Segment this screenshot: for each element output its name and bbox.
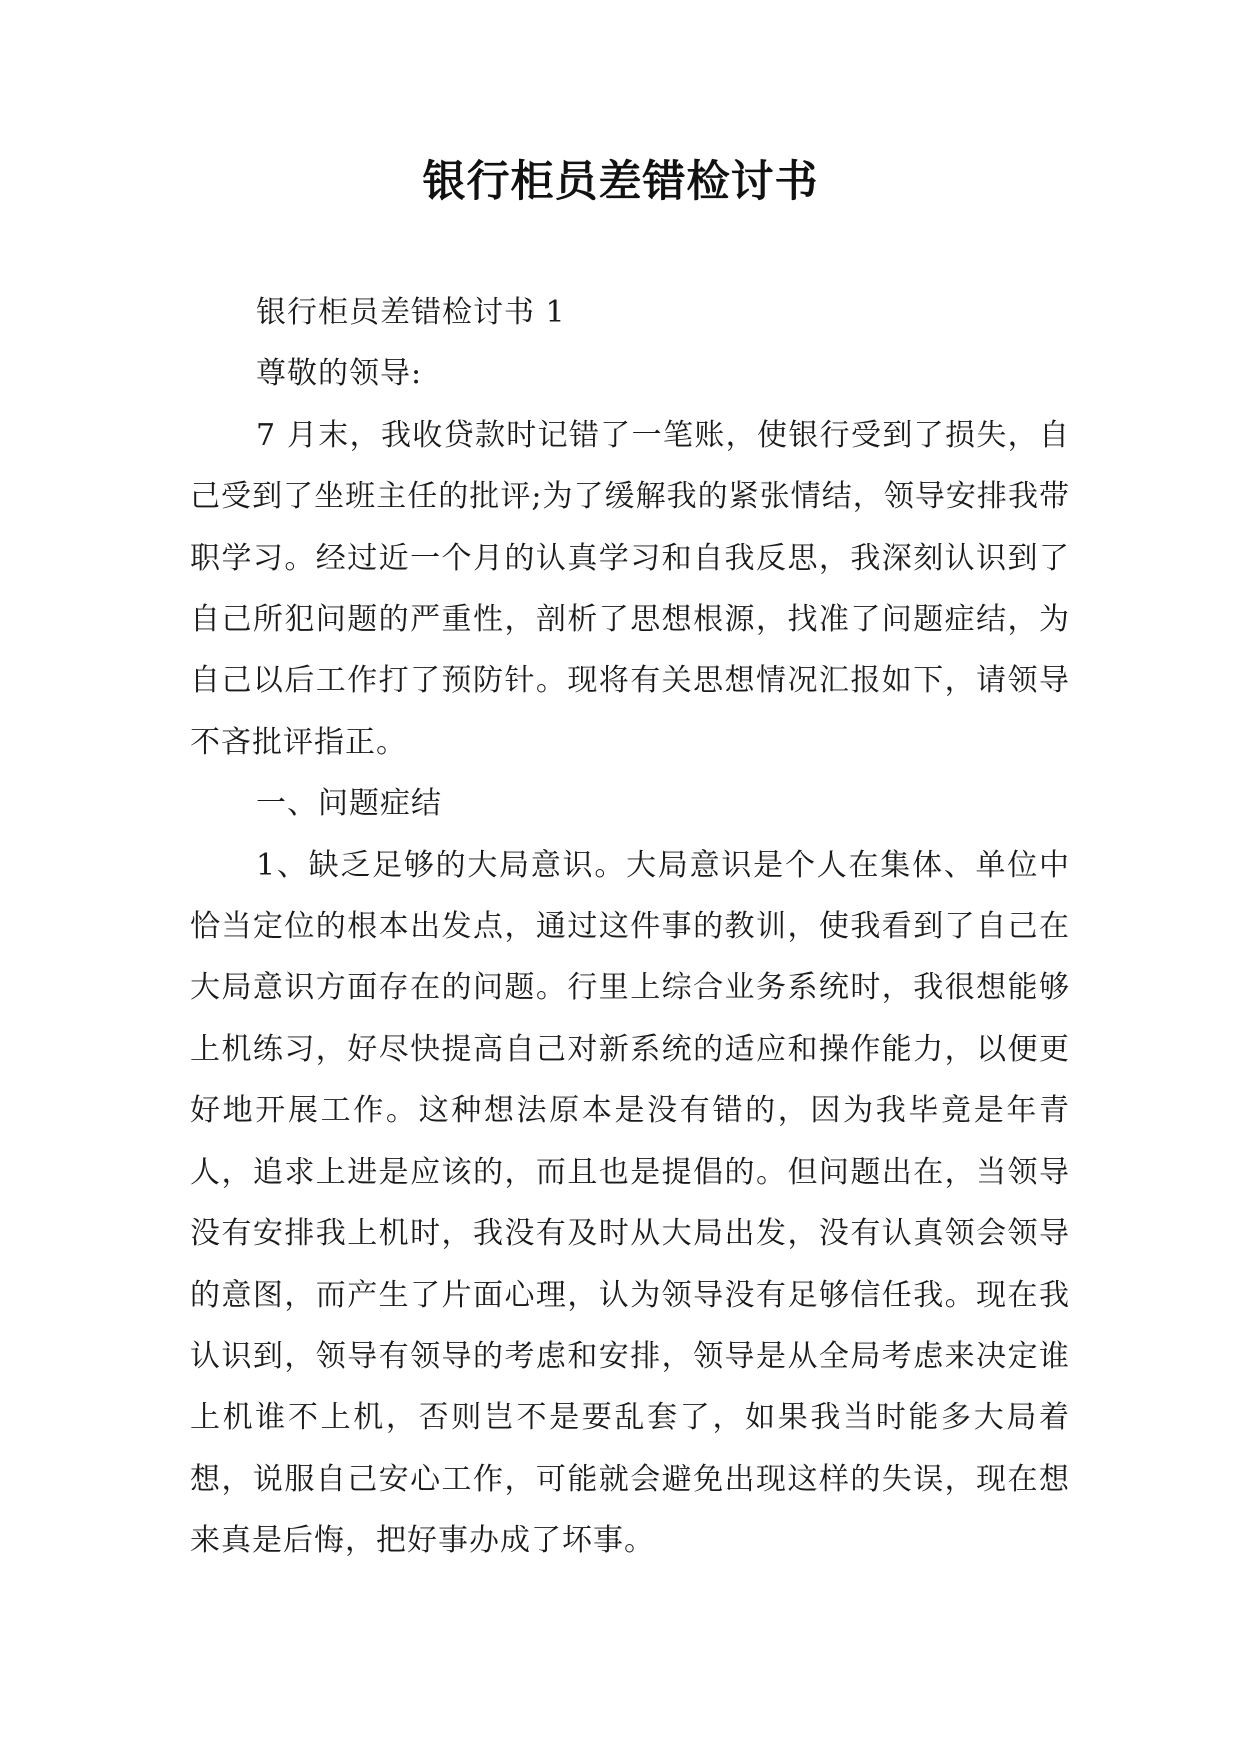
document-body (190, 282, 1070, 1572)
subsection-heading: 一、问题症结 (256, 786, 442, 822)
section-heading: 银行柜员差错检讨书 1 (256, 295, 566, 330)
body-paragraph: 7 月末，我收贷款时记错了一笔账，使银行受到了损失，自己受到了坐班主任的批评;为了缓解我的紧张情结，领导安排我带职学习。经过近一个月的认真学习和自我反思，我深刻认识到了自己所犯问题的严重性，剖析了思想根源，找准了问题症结，为自己以后工作打了预防针。现将有关思想情况汇报如下，请领导不吝批评指正。 (190, 417, 1070, 760)
salutation: 尊敬的领导: (256, 356, 423, 392)
body-paragraph: 1、缺乏足够的大局意识。大局意识是个人在集体、单位中恰当定位的根本出发点，通过这件事的教训，使我看到了自己在大局意识方面存在的问题。行里上综合业务系统时，我很想能够上机练习，好尽快提高自己对新系统的适应和操作能力，以便更好地开展工作。这种想法原本是没有错的，因为我毕竟是年青人，追求上进是应该的，而且也是提倡的。但问题出在，当领导没有安排我上机时，我没有及时从大局出发，没有认真领会领导的意图，而产生了片面心理，认为领导没有足够信任我。现在我认识到，领导有领导的考虑和安排，领导是从全局考虑来决定谁上机谁不上机，否则岂不是要乱套了，如果我当时能多大局着想，说服自己安心工作，可能就会避免出现这样的失误，现在想来真是后悔，把好事办成了坏事。 (190, 847, 1070, 1559)
document-title: 银行柜员差错检讨书 (422, 157, 819, 207)
